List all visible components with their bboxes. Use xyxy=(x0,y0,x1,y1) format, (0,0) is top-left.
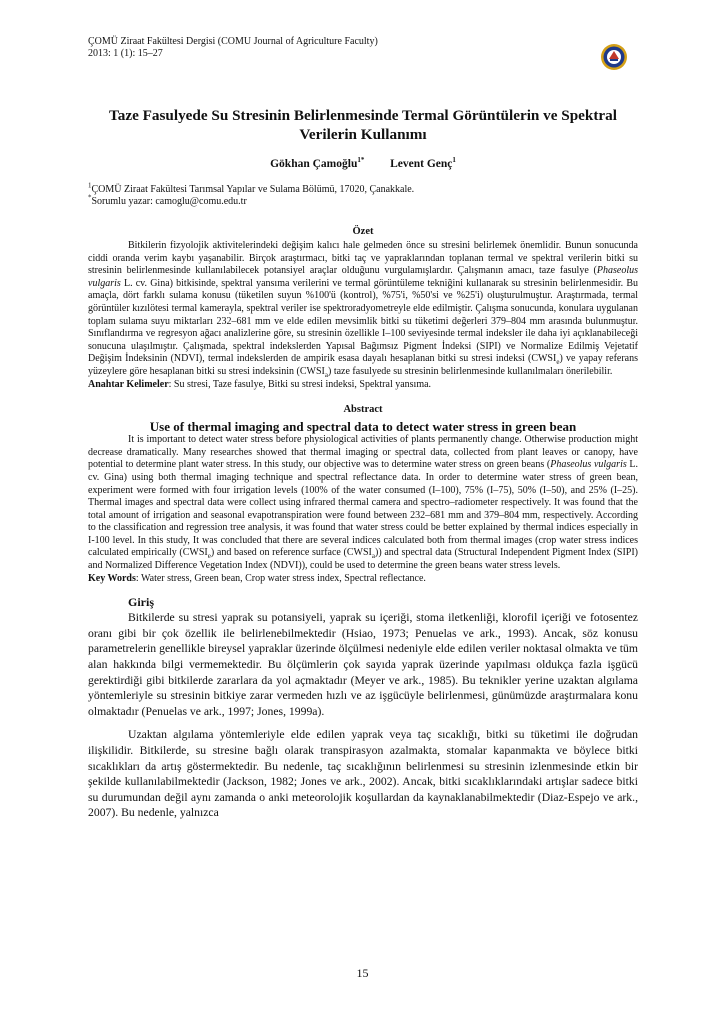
abstract-heading: Abstract xyxy=(343,404,383,416)
affiliation-sup-2: * xyxy=(88,193,92,202)
journal-line-2: 2013: 1 (1): 15–27 xyxy=(88,48,163,59)
affiliation xyxy=(88,181,638,208)
keywords-en: Key Words: Water stress, Green bean, Crop water stress index, Spectral reflectance. xyxy=(88,572,426,584)
giris-heading: Giriş xyxy=(128,595,154,610)
affiliation-sup-1: 1 xyxy=(88,181,92,190)
author-2: Levent Genç xyxy=(390,158,453,170)
abstract-body: It is important to detect water stress before physiological activities of plants permanently change. Otherwise production might decrease dramatically. Many researches showed that thermal imaging or spectral data, collected from plant leaves or canopy, have potential to determine plant water stress. In this study, our objective was to determine water stress on green beans (Phaseolus vulgaris L. cv. Gina) using both thermal imaging technique and spectral reflectance data. In order to determine water stress of green bean, experiment were formed with four irrigation levels (100% of the water consumed (I–100), 75% (I–75), 50% (I–50), and 25% (I–25). Thermal images and spectral data were collect using infrared thermal camera and spectro–radiometer respectively. It was found that the total amount of irrigation and seasonal evapotranspiration were found between 232–681 mm and 379–804 mm, respectively. According to the classification and regression tree analysis, it was found that water stress could be better explained by thermal indices especially in I-100 level. In this study, It was concluded that there are several indices calculated both from thermal images (crop water stress indices calculated empirically $(CWSI_e)$ and based on reference surface $(CWSI_a)$) and spectral data (Structural Independent Pigment Index (SIPI) and Normalized Difference Vegetation Index (NDVI)), could be used to determine the green beans water stress levels. xyxy=(88,434,639,572)
journal-citation xyxy=(88,36,638,60)
author-1-sup: 1* xyxy=(357,156,365,165)
ozet-body: Bitkilerin fizyolojik aktivitelerindeki değişim kalıcı hale gelmeden önce su stresini belirlemek önemlidir. Bunun sonucunda ciddi oranda verim kaybı yaşanabilir. Birçok araştırmacı, bitki taç ve yapraklarından toplanan termal ve spektral verilerin bitki su stresinin belirlenmesinde kullanılabilecek potansiyel araçlar olduğunu vurgulamışlardır. Çalışmanın amacı, taze fasulye (Phaseolus vulgaris L. cv. Gina) bitkisinde, spektral yansıma verilerini ve termal görüntüleme tekniğini kullanarak su stresinin belirlenmesidir. Bu amaçla, dört farklı sulama konusu (tüketilen suyun %100'ü (kontrol), %75'i, %50'si ve %25'i) oluşturulmuştur. Araştırmada, termal görüntüler kızılötesi termal kamerayla, spektral veriler ise spektroradyometreyle elde edilmiştir. Çalışma sonucunda, konulara uygulanan toplam sulama suyu miktarları 232–681 mm ve elde edilen mevsimlik bitki su tüketimi değerleri 379–804 mm arasında bulunmuştur. Sınıflandırma ve regresyon ağacı analizlerine göre, su stresinin özellikle I–100 seviyesinde termal indeksler ile daha iyi açıklanabileceği sonucuna ulaşılmıştır. Çalışmada, spektral indekslerden Yapısal Bağımsız Pigment İndeksi (SIPI) ve Normalize Edilmiş Vejetatif Değişim İndeksinin (NDVI), termal indekslerden de ampirik esasa dayalı hesaplanan bitki su stresi indeksi $(CWSI_e)$ ve yapay referans yüzeylere göre hesaplanan bitki su stresi indeksinin $(CWSI_a)$ taze fasulyede su stresinin belirlenmesinde kullanılmaları önerilebilir. xyxy=(88,240,639,379)
giris-paragraph-1: Bitkilerde su stresi yaprak su potansiyeli, yaprak su içeriği, stoma iletkenliği, klorofil içeriği ve fotosentez oranı gibi bir çok özellik ile belirlenebilmektedir (Hsiao, 1973; Penuelas ve ark., 1993). Ancak, söz konusu parametrelerin genellikle bireysel yapraklar üzerinde ölçülmesi nedeniyle elde edilen veriler noktasal olmakta ve tüm alan hakkında bilgi vermemektedir. Bu ölçümlerin çok sayıda yaprak üzerinde yapılması oldukça fazla işgücü gerektirdiği gibi bitkilerde zararlara da yol açmaktadır (Meyer ve ark., 1985). Bu teknikler yerine uzaktan algılama yöntemleriyle su stresinin bitkiye zarar vermeden hızlı ve az işgücüyle belirlenmesi, günümüzde araştırmalara konu olmaktadır (Penuelas ve ark., 1997; Jones, 1999a). xyxy=(88,611,638,718)
author-2-sup: 1 xyxy=(452,156,456,165)
author-1: Gökhan Çamoğlu xyxy=(270,158,358,170)
page-number: 15 xyxy=(356,966,369,980)
paper-title: Taze Fasulyede Su Stresinin Belirlenmesinde Termal Görüntülerin ve Spektral Verilerin Kullanımı xyxy=(109,107,617,143)
corresponding-author: Sorumlu yazar: camoglu@comu.edu.tr xyxy=(91,196,247,207)
author-list xyxy=(88,158,638,170)
page xyxy=(88,36,638,821)
keywords-tr: Anahtar Kelimeler: Su stresi, Taze fasulye, Bitki su stresi indeksi, Spektral yansıma. xyxy=(88,378,432,390)
university-logo-icon xyxy=(600,43,628,71)
giris-paragraph-2: Uzaktan algılama yöntemleriyle elde edilen yaprak veya taç sıcaklığı, bitki su tüketimi ile doğrudan ilişkilidir. Bitkilerde, su stresine bağlı olarak transpirasyon azalmakta, stomalar kapanmakta ve böylece bitki sıcaklıkları da artış göstermektedir. Bu nedenle, taç sıcaklığının belirlenmesi su stresinin izlenmesinde etkin bir şekilde kullanılabilmektedir (Jackson, 1982; Jones ve ark., 2002). Ancak, bitki sıcaklıklarındaki artışlar sadece bitki su durumundan değil aynı zamanda o anki meteorolojik koşullardan da kaynaklanabilmektedir (Diaz-Espejo ve ark., 2007). Bu nedenle, yalnızca xyxy=(88,728,638,820)
ozet-heading: Özet xyxy=(352,226,374,237)
journal-line-1: ÇOMÜ Ziraat Fakültesi Dergisi (COMU Journal of Agriculture Faculty) xyxy=(88,36,378,47)
abstract-title: Use of thermal imaging and spectral data to detect water stress in green bean xyxy=(149,419,577,435)
affiliation-line: ÇOMÜ Ziraat Fakültesi Tarımsal Yapılar ve Sulama Bölümü, 17020, Çanakkale. xyxy=(91,184,415,195)
